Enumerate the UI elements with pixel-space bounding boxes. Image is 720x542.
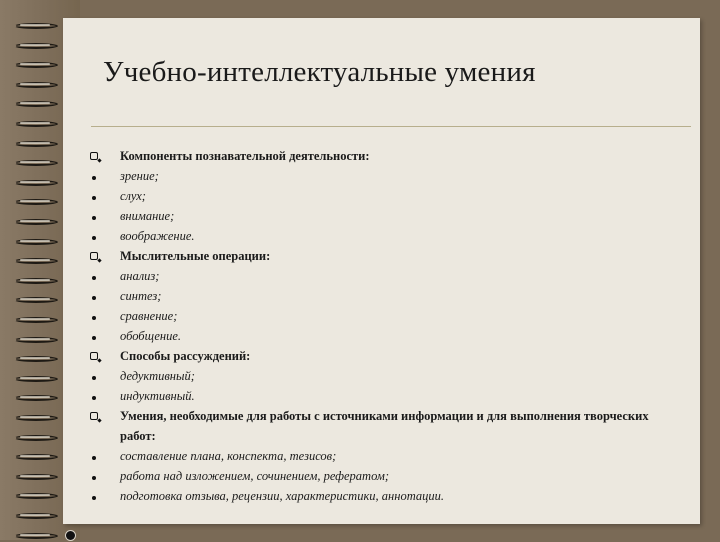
list-item-text: обобщение. (120, 329, 181, 343)
list-item (87, 486, 687, 506)
list-item (87, 366, 687, 386)
slide-page (63, 18, 700, 524)
list-item-text: анализ; (120, 269, 160, 283)
section-heading (87, 246, 687, 266)
round-bullet-icon (87, 286, 101, 306)
square-bullet-icon (87, 346, 101, 366)
square-bullet-icon (87, 246, 101, 266)
round-bullet-icon (87, 306, 101, 326)
list-item-text: индуктивный. (120, 389, 195, 403)
round-bullet-icon (87, 226, 101, 246)
round-bullet-icon (87, 206, 101, 226)
list-item-text: слух; (120, 189, 146, 203)
list-item-text: составление плана, конспекта, тезисов; (120, 449, 337, 463)
section-heading-text: Умения, необходимые для работы с источниками информации и для выполнения творческих работ: (120, 409, 649, 443)
content-list (87, 146, 687, 506)
list-item-text: воображение. (120, 229, 195, 243)
list-item-text: работа над изложением, сочинением, рефератом; (120, 469, 390, 483)
round-bullet-icon (87, 446, 101, 466)
list-item-text: сравнение; (120, 309, 178, 323)
list-item (87, 446, 687, 466)
list-item-text: дедуктивный; (120, 369, 195, 383)
square-bullet-icon (87, 146, 101, 166)
list-item (87, 466, 687, 486)
round-bullet-icon (87, 386, 101, 406)
round-bullet-icon (87, 186, 101, 206)
list-item-text: внимание; (120, 209, 175, 223)
list-item (87, 326, 687, 346)
list-item-text: зрение; (120, 169, 159, 183)
section-heading-text: Компоненты познавательной деятельности: (120, 149, 370, 163)
list-item (87, 266, 687, 286)
section-heading (87, 406, 687, 446)
section-heading-text: Способы рассуждений: (120, 349, 251, 363)
list-item (87, 306, 687, 326)
round-bullet-icon (87, 266, 101, 286)
list-item-text: синтез; (120, 289, 162, 303)
list-item (87, 226, 687, 246)
list-item (87, 386, 687, 406)
round-bullet-icon (87, 466, 101, 486)
square-bullet-icon (87, 406, 101, 426)
round-bullet-icon (87, 326, 101, 346)
list-item (87, 286, 687, 306)
round-bullet-icon (87, 366, 101, 386)
title-divider (91, 126, 691, 127)
section-heading (87, 146, 687, 166)
list-item (87, 186, 687, 206)
list-item (87, 166, 687, 186)
slide-title: Учебно-интеллектуальные умения (103, 56, 536, 88)
round-bullet-icon (87, 166, 101, 186)
list-item-text: подготовка отзыва, рецензии, характеристики, аннотации. (120, 489, 445, 503)
list-item (87, 206, 687, 226)
round-bullet-icon (87, 486, 101, 506)
section-heading (87, 346, 687, 366)
section-heading-text: Мыслительные операции: (120, 249, 271, 263)
